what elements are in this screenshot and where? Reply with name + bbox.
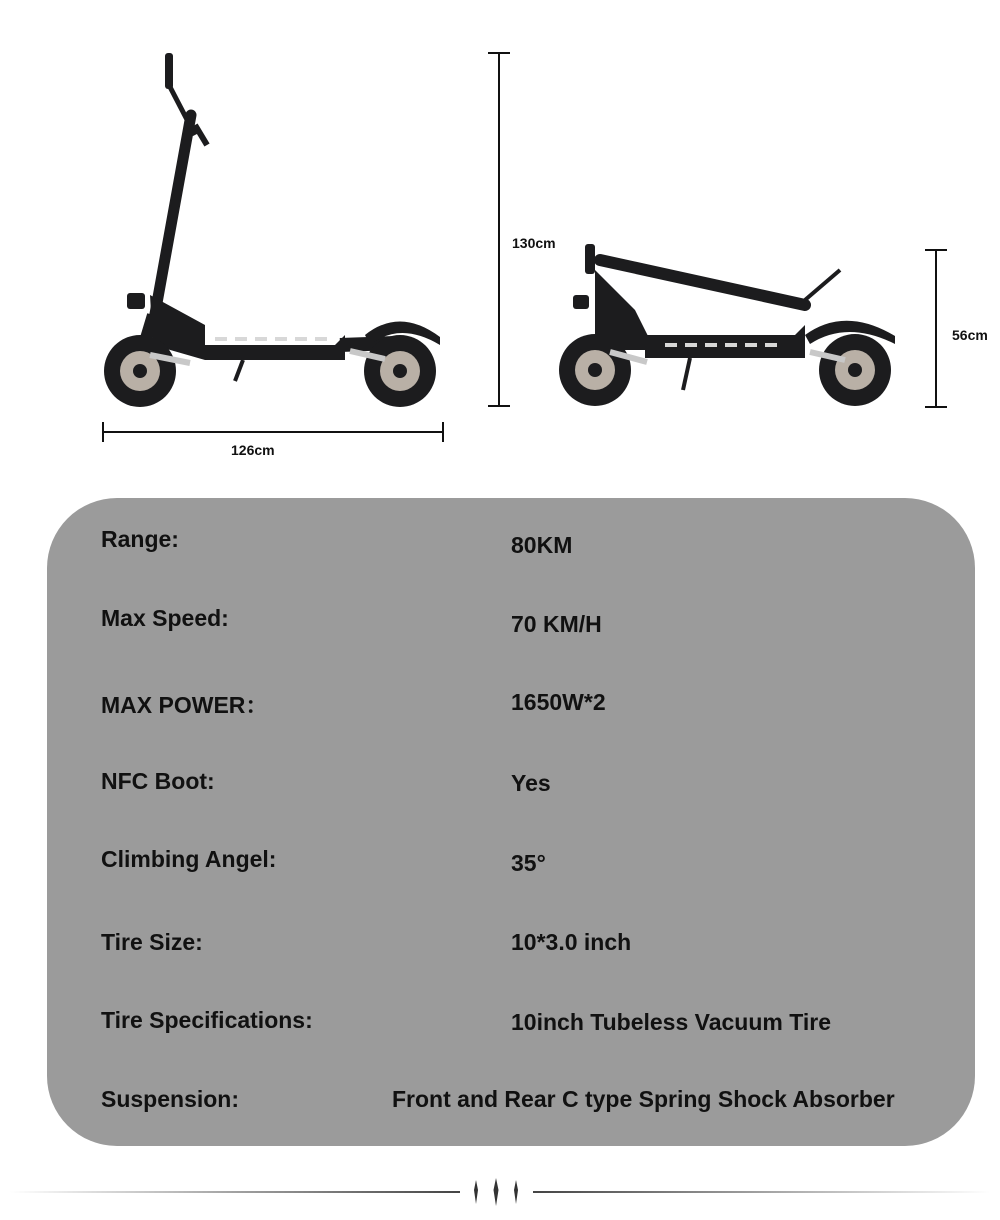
spec-value-max-power: 1650W*2 (511, 689, 606, 715)
divider-line-right (533, 1191, 990, 1193)
folded-height-dimension-line (935, 250, 937, 407)
spec-label-nfc-boot: NFC Boot: (101, 768, 215, 794)
spec-value-climbing-angle: 35° (511, 850, 546, 876)
scooter-unfolded-image (95, 45, 455, 415)
height-dimension-tick-bottom (488, 405, 510, 407)
height-dimension-label: 130cm (512, 235, 556, 251)
spec-value-tire-specifications: 10inch Tubeless Vacuum Tire (511, 1009, 832, 1035)
length-dimension-label: 126cm (231, 442, 275, 458)
folded-height-dimension-label: 56cm (952, 327, 988, 343)
length-dimension-tick-right (442, 422, 444, 442)
scooter-folded-image (555, 240, 905, 410)
spec-label-climbing-angle: Climbing Angel: (101, 846, 277, 872)
folded-height-dimension-tick-bottom (925, 406, 947, 408)
spec-label-tire-specifications: Tire Specifications: (101, 1007, 313, 1033)
spec-label-tire-size: Tire Size: (101, 929, 203, 955)
sparkle-ornament-icon (466, 1176, 526, 1208)
folded-height-dimension-tick-top (925, 249, 947, 251)
height-dimension-tick-top (488, 52, 510, 54)
spec-value-max-speed: 70 KM/H (511, 611, 602, 637)
spec-value-nfc-boot: Yes (511, 770, 551, 796)
spec-value-suspension: Front and Rear C type Spring Shock Absorber (392, 1086, 895, 1112)
spec-value-range: 80KM (511, 532, 573, 558)
spec-label-max-power: MAX POWER： (101, 692, 269, 718)
spec-label-range: Range: (101, 526, 179, 552)
spec-label-suspension: Suspension: (101, 1086, 240, 1112)
length-dimension-tick-left (102, 422, 104, 442)
spec-label-max-speed: Max Speed: (101, 605, 229, 631)
length-dimension-line (103, 431, 443, 433)
specifications-panel (47, 498, 975, 1146)
height-dimension-line (498, 53, 500, 406)
spec-value-tire-size: 10*3.0 inch (511, 929, 632, 955)
divider-line-left (10, 1191, 460, 1193)
